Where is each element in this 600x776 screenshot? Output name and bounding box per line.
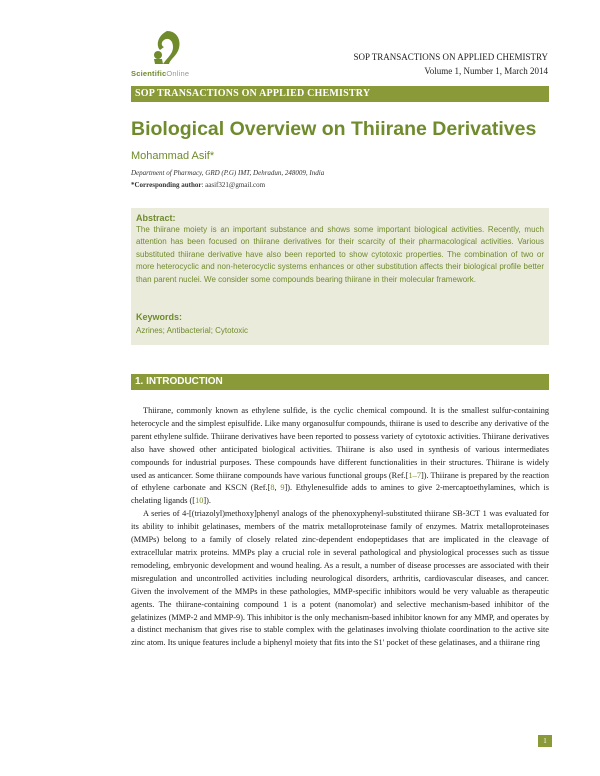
keywords-heading: Keywords: <box>136 312 183 322</box>
journal-name: SOP TRANSACTIONS ON APPLIED CHEMISTRY <box>353 52 548 62</box>
abstract-heading: Abstract: <box>136 213 176 223</box>
journal-header <box>353 50 548 78</box>
author-email[interactable]: : aasif321@gmail.com <box>201 181 266 189</box>
journal-band <box>131 86 549 102</box>
paragraph-2: A series of 4-[(triazolyl)methoxy]phenyl analogs of the phenoxyphenyl-substituted thiirane SB-3CT 1 was evaluated for its ability to inhibit gelatinases, members of the matrix metalloproteinase family of enzymes. Matrix metalloproteinases (MMPs) belong to a family of closely related zinc-dependent endopeptidases that are implicated in the cleavage of extracellular matrix proteins. MMPs play a crucial role in several pathological and physiological processes such as tissue remodeling, embryonic development and wound healing. As a result, a number of disease processes are associated with their misregulation and uncontrolled activities including neurological disorders, arthritis, cardiovascular diseases, and cancer. Given the involvement of the MMPs in these pathologies, MMP-specific inhibitors would be very valuable as therapeutic agents. The thiirane-containing compound 1 is a potent (nanomolar) and selective mechanism-based inhibitor of the gelatinizes (MMP-2 and MMP-9). This inhibitor is the only mechanism-based inhibitor known for any MMP, and operates by a distinct mechanism that gives rise to stable complex with the gelatinases involving thiolate coordination to the active site zinc atom. Its unique features include a biphenyl moiety that fits into the S1′ pocket of these gelatinases, and a thiirane ring <box>131 509 549 648</box>
citation-link[interactable]: 10 <box>195 496 204 506</box>
corresponding-author: *Corresponding author: aasif321@gmail.com <box>131 181 266 189</box>
squirrel-logo-icon <box>149 28 183 68</box>
page-number: 1 <box>538 735 552 747</box>
keywords-text: Azrines; Antibacterial; Cytotoxic <box>136 326 249 335</box>
paragraph-1: Thiirane, commonly known as ethylene sulfide, is the cyclic chemical compound. It is the smallest sulfur-containing heterocycle and the simplest episulfide. Like many organosulfur compounds, thiirane is used to describe any derivative of the parent ethylene sulfide. Thiirane derivatives have been reported to possess variety of cytotoxic activities. Thiirane derivatives also have showed other anticipated biological activities. Thiirane is also used in synthesis of various intermediates compounds for industrial purposes. These compounds have different functionalities in their structures. Thiirane is widely used as anticancer. Some thiirane compounds have various functional groups (Ref.[1–7]). Thiirane is prepared by the reaction of ethylene carbonate and KSCN (Ref.[8, 9]). Ethylenesulfide adds to amines to give 2-mercaptoethylamines, which is chelating ligands ([10]). <box>131 406 550 506</box>
publisher-logo <box>131 28 203 80</box>
citation-link[interactable]: 8 <box>270 483 275 493</box>
section-heading-bar <box>131 374 549 390</box>
article-title: Biological Overview on Thiirane Derivatives <box>131 118 537 140</box>
journal-issue: Volume 1, Number 1, March 2014 <box>424 66 548 76</box>
citation-link[interactable]: 9 <box>280 483 285 493</box>
article-author: Mohammad Asif* <box>131 150 215 162</box>
abstract-text: The thiirane moiety is an important substance and shows some important biological activities. Recently, much attention has been focused on thiirane derivatives for their scarcity of their pharmacological activities. Various substituted thiirane derivative have also been reported to show cytotoxic properties. The combination of two or more heterocyclic and non-heterocyclic systems enhances or other substitution affects their biological profile better than parent nuclei. We consider some compounds bearing thiirane in their molecular framework. <box>136 225 544 284</box>
article-body <box>131 405 549 650</box>
journal-band-title: SOP TRANSACTIONS ON APPLIED CHEMISTRY <box>135 88 371 99</box>
citation-link[interactable]: 1–7 <box>408 470 421 480</box>
abstract-box <box>131 208 549 345</box>
publisher-brand: ScientificOnline <box>131 69 190 78</box>
section-title: 1. INTRODUCTION <box>135 376 223 387</box>
author-affiliation: Department of Pharmacy, GRD (P.G) IMT, Dehradun, 248009, India <box>131 169 325 177</box>
